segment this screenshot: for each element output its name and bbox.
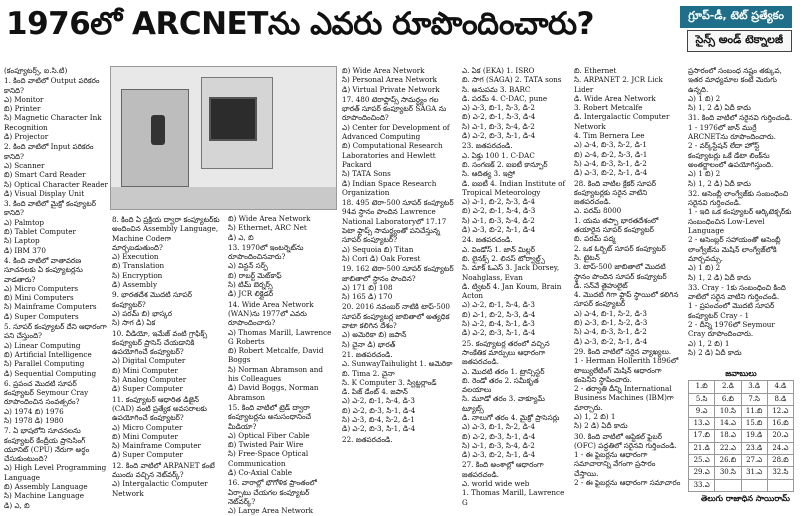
col4-line: సి) 165 డి) 170	[342, 292, 393, 302]
column-5	[462, 66, 568, 506]
col6-line: సి. టైటన్	[574, 252, 600, 262]
answer-cell: 14.ఎ	[715, 418, 741, 430]
col1-line: సి) Mainframe Computers	[4, 302, 97, 312]
col3-line: ఎ) విన్టన్ సర్ఫ్	[228, 261, 268, 271]
col6-line: సి) ఎ-4, బి-3, సి-1, డి-2	[574, 158, 647, 168]
col6-line: సి) 2 డి) ఏదీ కాదు	[574, 421, 628, 431]
col1-line: బి) Assembly Language	[4, 482, 88, 492]
col2-line: బి) Mini Computer	[112, 365, 178, 375]
column-7	[688, 66, 794, 366]
col6-line: 1. యమ తప్పా భారతదేశంలో తయారైన సూపర్ కంప్యూటర్	[574, 215, 659, 235]
col3-line: సి) Free-Space Optical Communication	[228, 449, 309, 468]
answer-cell: 29.ఎ	[689, 467, 715, 479]
col1-line: బి) Smart Card Reader	[4, 170, 86, 180]
col5-line: ఎ. ఏక (EKA) 1. ISRO	[462, 66, 535, 75]
col6-line: 2 - తర్వాతి దీన్ని International Business Machines (IBM)గా మార్చారు.	[574, 384, 674, 412]
col6-line: సి. ARPANET 2. JCR Lick Lider	[574, 75, 663, 94]
col2-line: 9. భారతదేశ మొదటి సూపర్ కంప్యూటర్?	[112, 290, 193, 309]
col3-line: ఎ) Large Area Network	[228, 506, 313, 516]
col7-line: 1 - 1976లో జాన్ ముర్రే ARCNETను రూపొందించారు.	[688, 122, 776, 142]
column-6	[574, 66, 682, 506]
col5-line: సి) ఎ-2, బి-4, సి-1, డి-3	[462, 319, 535, 329]
col2-line: ఎ) Execution	[112, 252, 159, 262]
col4-line: ఎ) 171 బి) 108	[342, 282, 393, 292]
col6-line: 4. మొదటి గిగా ఫ్లాప్ స్థాయిలో కలిగిన సూపర్ కంప్యూటర్	[574, 290, 679, 309]
col5-line: బి. సాగ (SAGA) 2. TATA sons	[462, 75, 562, 85]
column-2	[112, 214, 222, 506]
answer-cell: 11.బి	[741, 405, 767, 417]
answer-cell: 19.డి	[741, 430, 767, 442]
answer-cell: 3.డి	[741, 381, 767, 393]
col5-line: 24. జతపరచండి.	[462, 235, 513, 245]
col4-line: డి) Virtual Private Network	[342, 84, 440, 94]
col5-line: ఎ) ఎ-2, బి-1, సి-4, డి-3	[462, 300, 535, 310]
answer-row	[689, 381, 794, 393]
col3-line: 13. 1970లో ఇంటర్నెట్‌ను రూపొందించినవారు?	[228, 242, 304, 262]
col3-line: బి) Robert Metcalfe, David Boggs	[228, 346, 324, 365]
col7-line: 33. Cray - 1కు సంబంధించి కింది వాటిలో సరైన వాటిని గుర్తించండి.	[688, 282, 786, 302]
col3-line: 15. కింది వాటిలో ట్రెడ్ ద్వారా కంప్యూటర్లను అనుసంధానించే మీడియా?	[228, 402, 312, 431]
col2-line: ఎ) Digital Computer	[112, 356, 186, 366]
col6-line: 2 - ఈ ఫైబర్లను ఆధారంగా సమాచారం	[574, 478, 681, 488]
col2-line: 12. కింది వాటిలో ARPANET కంటే ముందు వచ్చిన నెట్‌వర్క్?	[112, 460, 215, 480]
col4-line: ఎ) Center for Development of Advanced Computing	[342, 122, 450, 142]
col3-line: సి) Ethernet, ARC Net	[228, 223, 307, 233]
col7-line: ఎ) 1 బి) 2	[688, 263, 721, 273]
answer-row	[689, 393, 794, 405]
col6-line: ఎ) 1, 2 బి) 1	[574, 411, 616, 421]
author-credit: తెలుగు రాజాధిన సాయిరామ్‌	[700, 494, 790, 503]
col5-line: 25. కంప్యూటర్ల తరంలో వచ్చిన సాంకేతిక మార్పులు ఆధారంగా జతపరచండి.	[462, 338, 550, 367]
col5-line: సి. మాక్ ఓఎస్ 3. Jack Dorsey, Noahglass, Evan	[462, 263, 560, 282]
col3-line: బి) రాబర్ట్ మెట్‌కాఫ్	[228, 270, 282, 280]
answer-cell	[767, 479, 793, 491]
col6-line: ఎ. పరమ్ 8000	[574, 206, 622, 216]
col5-line: సి. మూడో తరం 3. వాక్యూమ్ ట్యూబ్స్	[462, 394, 545, 413]
col6-line: బి. Ethernet	[574, 66, 617, 75]
col1-line: డి) IBM 370	[4, 245, 46, 255]
col7-line: 2 - దీన్ని 1976లో Seymour Cray రూపొందించారు.	[688, 320, 775, 339]
answer-cell: 26.బి	[715, 455, 741, 467]
col1-line: సి) Magnetic Character Ink Recognition	[4, 113, 102, 132]
col1-line: డి) Projector	[4, 132, 49, 142]
col6-line: 1 - ఈ ఫైబర్లను ఆధారంగా సమాచారాన్ని వేగంగా ప్రసారం చేస్తాయి.	[574, 450, 656, 478]
col6-line: డి. Wide Area Network	[574, 93, 656, 103]
col5-line: బి. లైనక్స్ 2. లినస్ టోర్వాల్డ్స్	[462, 253, 545, 263]
col5-line: ఎ) ఎ-3, బి-1, సి-2, డి-4	[462, 422, 535, 432]
subject-tag: సైన్స్ అండ్ టెక్నాలజీ	[687, 30, 792, 52]
answer-cell: 23.డి	[741, 442, 767, 454]
col6-line: డి) ఎ-3, బి-2, సి-1, డి-4	[574, 336, 648, 346]
col7-line: 2 - అసెంబ్లర్ సహాయంతో అసెంబ్లీ లాంగ్వేజ్‌ను మెషిన్ లాంగ్వేజ్‌లోకి మార్చవచ్చు.	[688, 235, 781, 263]
col6-line: 3. Robert Metcalfe	[574, 103, 643, 113]
col7-line: సి) 1, 2 డి) ఏదీ కాదు	[688, 178, 751, 188]
col7-line: 1 - ఇది ఒక కంప్యూటర్ ఆర్కిటెక్చర్‌కు సంబంధించిన Low-Level Language	[688, 207, 792, 236]
col5-line: ఎ) ఎ-1, బి-2, సి-3, డి-4	[462, 197, 535, 207]
section-tag: గ్రూప్-డీ, టెట్ ప్రత్యేకం	[680, 6, 792, 28]
header	[0, 0, 800, 62]
answer-row	[689, 479, 794, 491]
answer-cell: 21.డి	[689, 442, 715, 454]
col1-line: 4. కింది వాటిలో వాతావరణ సూచనలకు ఏ కంప్యూటర్లను వాడతారు?	[4, 255, 83, 284]
col4-line: 21. జతపరచండి.	[342, 349, 393, 359]
col4-line: సి) ఎ-3, బి-4, సి-2, డి-1	[342, 414, 415, 424]
answer-cell: 15.బి	[741, 418, 767, 430]
col6-line: డి. సన్‌వే తైహులైట్	[574, 280, 628, 290]
col3-line: 16. వారాల్లో భౌగోళిక ప్రాంతంలో ఏర్పాటు చేయగల కంప్యూటర్ నెట్‌వర్క్?	[228, 478, 317, 506]
col2-line: డి) Assembly	[112, 280, 158, 290]
col6-line: సి) ఎ-4, బి-3, సి-1, డి-2	[574, 327, 647, 337]
col1-line: డి) Super Computers	[4, 311, 79, 321]
answer-cell: 33.ఎ	[689, 479, 715, 491]
col5-line: డి) ఎ-2, బి-3, సి-1, డి-4	[462, 131, 536, 141]
col7-line: 1 - ప్రపంచంలో మొదటి సూపర్ కంప్యూటర్ Cray - 1	[688, 301, 775, 320]
col3-line: ఎ) Optical Fiber Cable	[228, 430, 310, 440]
answer-cell: 31.ఎ	[741, 467, 767, 479]
col5-line: బి) ఎ-2, బి-1, సి-3, డి-4	[462, 112, 536, 122]
col6-line: 28. కింది వాటిల క్రేకర్ సూపర్ కంప్యూటర్లకు సరైన వాటిని జతపరచండి.	[574, 178, 656, 207]
answer-cell: 22.ఎ	[715, 442, 741, 454]
answer-row	[689, 442, 794, 454]
answer-row	[689, 430, 794, 442]
col1-line: 6. ప్రపంచ మొదటి సూపర్ కంప్యూటర్ Seymour Cray రూపొందించిన సంవత్సరం?	[4, 378, 89, 407]
col5-line: ఎ. మొదటి తరం 1. ట్రాన్సిస్టర్	[462, 366, 545, 376]
col2-line: బి) Mini Computer	[112, 431, 178, 441]
col7-line: సి) 1, 2 డి) ఏదీ కాదు	[688, 103, 751, 113]
answer-row	[689, 467, 794, 479]
col5-line: డి) ఎ-3, బి-2, సి-1, డి-4	[462, 450, 536, 460]
col1-line: డి) Sequential Computing	[4, 368, 97, 378]
answer-cell: 6.బి	[715, 393, 741, 405]
col3-line: ఎ) Thomas Marill, Lawrence G Roberts	[228, 327, 332, 346]
col6-line: బి) ఎ-4, బి-2, సి-3, డి-1	[574, 149, 648, 159]
col5-line: 1. Thomas Marill, Lawrence G	[462, 488, 565, 507]
answer-cell	[715, 479, 741, 491]
col6-line: 2. ఒక ఓర్బిట్ సూపర్ కంప్యూటర్	[574, 243, 666, 253]
col1-line: ఎ) 1974 బి) 1976	[4, 406, 64, 416]
column-3	[228, 214, 335, 516]
answer-cell: 16.బి	[767, 418, 793, 430]
col6-line: డి. Intergalactic Computer Network	[574, 112, 670, 131]
column-4	[342, 66, 456, 506]
col1-line: బి) Mini Computers	[4, 293, 74, 303]
col7-line: ఎ) 1 బి) 2	[688, 93, 721, 103]
col5-line: సి. ఆదిత్య 3. ఇస్రో	[462, 169, 515, 179]
answer-cell: 32.సి	[767, 467, 793, 479]
col4-line: సి) Cori డి) Oak Forest	[342, 253, 421, 263]
col2-line: 8. కింది ఏ ప్రక్రియ ద్వారా కంప్యూటర్‌కు అందించిన Assembly Language, Machine Codeగా మార్చబడుతుంది?	[112, 215, 220, 252]
col3-line: సి) Norman Abramson and his Colleagues	[228, 364, 323, 384]
col1-line: సి) Machine Language	[4, 491, 84, 501]
answer-cell: 24.ఎ	[767, 442, 793, 454]
col4-line: 20. 2016 నవంబర్ నాటికి టాప్-500 సూపర్ కంప్యూటర్ల జాబితాలో అత్యధిక వాటా కలిగిన దేశం?	[342, 302, 450, 331]
answer-cell: 4.డి	[767, 381, 793, 393]
col7-line: 31. కింది వాటిలో సరైనవి గుర్తించండి.	[688, 113, 793, 123]
col4-line: 18. 495 టెరా-500 సూపర్ కంప్యూటర్ 94వ స్థానం పొందిన Lawrence National Laboratoryలో 17.17 పెటా ఫ్లాప్స్ సామర్థ్యంతో పనిచేస్తున్న సూపర్ కంప్యూటర్?	[342, 198, 454, 245]
columns	[4, 66, 796, 516]
col3-line: డి) David Boggs, Norman Abramson	[228, 383, 319, 402]
col1-line: ఎ) Monitor	[4, 94, 44, 104]
col4-line: సి. K Computer 3. స్విట్జర్లాండ్	[342, 377, 437, 387]
col7-line: సి) 2 డి) ఏదీ కాదు	[688, 347, 742, 357]
col5-line: సి) ఎ-1, బి-3, సి-4, డి-2	[462, 440, 535, 450]
col5-line: బి) ఎ-2, బి-3, సి-1, డి-4	[462, 431, 536, 441]
col4-line: 22. జతపరచండి.	[342, 434, 393, 444]
answer-cell: 9.ఎ	[689, 405, 715, 417]
col2-line: సి) Analog Computer	[112, 375, 187, 385]
col1-line: ఎ) High Level Programming Language	[4, 463, 107, 482]
col5-line: డి) ఎ-2, బి-3, సి-1, డి-4	[462, 328, 536, 338]
answer-cell: 27.ఎ	[741, 455, 767, 467]
col4-line: డి) ఎ-2, బి-3, సి-1, డి-4	[342, 424, 416, 434]
answer-cell: 7.సి	[741, 393, 767, 405]
col2-line: ఎ) పరమ్ బి) భాస్కర	[112, 308, 173, 318]
col6-line: ఎ) ఎ-4, బి-3, సి-2, డి-1	[574, 140, 647, 150]
col1-line: 5. సూపర్ కంప్యూటర్ దేని ఆధారంగా పని చేస్తుంది?	[4, 322, 107, 341]
col4-line: 17. 480 టెరాఫ్లాప్స్ సామర్థ్యం గల భారత్ సూపర్ కంప్యూటర్ SAGA ను రూపొందించింది?	[342, 94, 447, 123]
col5-line: సి) ఎ-1, బి-3, సి-4, డి-2	[462, 215, 535, 225]
col5-line: ఎ. విండోస్ 1. జాన్ మిల్లర్	[462, 244, 536, 254]
col4-line: 19. 162 టెరా-500 సూపర్ కంప్యూటర్ జాబితాలో స్థానం పొందిన?	[342, 264, 454, 283]
col4-line: డి. పిజ్ డేంట్ 4. జపాన్	[342, 387, 408, 397]
col5-line: ఎ. ఏక్తు 100 1. C-DAC	[462, 150, 535, 160]
col4-line: ఎ) ఎ-2, బి-1, సి-4, డి-3	[342, 396, 415, 406]
col6-line: బి) ఎ-3, బి-1, సి-2, డి-3	[574, 318, 648, 328]
col5-line: డి. ఐఐటీ 4. Indian Institute of Tropical Meteorology	[462, 178, 566, 197]
col3-line: సి) టిమ్ బెర్నర్స్	[228, 280, 273, 290]
answer-cell: 30.సి	[715, 467, 741, 479]
col5-line: సి. అనుపమ 3. BARC	[462, 84, 531, 94]
col4-line: బి) Wide Area Network	[342, 66, 425, 75]
answer-table	[688, 380, 794, 492]
col5-line: డి) ఎ-3, బి-2, సి-1, డి-4	[462, 225, 536, 235]
col2-line: ఎ) Micro Computer	[112, 422, 183, 432]
col7-line: ఎ) 1, 2 బి) 1	[688, 338, 730, 348]
col4-line: ఎ. SunwayTaihulight 1. అమెరికా	[342, 359, 453, 369]
col1-line: బి) Artificial Intelligence	[4, 349, 92, 359]
col6-line: 30. కింది వాటిలో ఆప్టికల్ ఫైబర్ (OFC) పద్ధతిలో సరైనవి గుర్తించండి.	[574, 431, 677, 450]
answer-cell: 2.డి	[715, 381, 741, 393]
col6-line: 29. కింది వాటిలో సరైన వ్యాఖ్యలు.	[574, 346, 672, 356]
col5-line: డి. పరమ్ 4. C-DAC, pune	[462, 93, 548, 103]
answer-cell: 18.ఎ	[715, 430, 741, 442]
col1-line: డి) ఎ, బి	[4, 500, 30, 510]
answer-cell: 25.ఎ	[689, 455, 715, 467]
col7-line: 2 - వర్క్‌స్టేషన్ లేదా హోస్ట్ కంప్యూటర్లు ఒకే డేటా లింక్‌ను అంతర్జాలంలో ఉపయోగిస్తుంది.	[688, 141, 774, 169]
answer-cell: 20.ఎ	[767, 430, 793, 442]
col4-line: సి) TATA Sons	[342, 169, 391, 179]
col5-line: డి. నాలుగో తరం 4. మైక్రో ప్రాసెసర్లు	[462, 412, 560, 422]
answer-cell: 1.బి	[689, 381, 715, 393]
col1-line: సి) 1978 డి) 1980	[4, 415, 64, 425]
answer-cell: 17.బి	[689, 430, 715, 442]
col2-line: సి) Mainframe Computer	[112, 441, 201, 451]
col1-line: సి) Laptop	[4, 236, 40, 246]
headline: 1976లో ARCNETను ఎవరు రూపొందించారు?	[6, 6, 595, 42]
col3-line: డి) ఎ, బి	[228, 232, 254, 242]
col1-line: సి) Optical Character Reader	[4, 179, 108, 189]
col5-line: 27. కింది అంశాల్లో ఆధారంగా జతపరచండి.	[462, 460, 544, 479]
col7-line: ప్రసారంలో సంబంధ నష్టం తక్కువ, ఇతర మాధ్యమాల కంటే మెరుగు ఉన్నది.	[688, 66, 782, 94]
col4-line: డి) Indian Space Research Organization	[342, 178, 437, 197]
col2-line: డి) Super Computer	[112, 384, 183, 394]
col5-line: డి. ట్విటర్ 4. Jan Koum, Brain Acton	[462, 281, 562, 301]
answer-box	[688, 366, 794, 496]
col1-line: బి) Printer	[4, 104, 41, 114]
col1-line: 2. కింది వాటిలో Input పరికరం కానిది?	[4, 142, 94, 161]
col6-line: 4. Tim Bernera Lee	[574, 131, 645, 141]
answer-cell: 13.ఎ	[689, 418, 715, 430]
col6-line: బి. పరమ్ పద్మ	[574, 234, 616, 244]
col1-line: ఎ) Linear Computing	[4, 340, 81, 350]
col3-line: డి) JCR లిక్లైడర్	[228, 289, 274, 299]
col1-line: డి) Visual Display Unit	[4, 188, 85, 198]
col1-line: 3. కింది వాటిలో మైక్రో కంప్యూటర్ కానిది?	[4, 199, 97, 218]
col7-line: ఎ) 1 బి) 2	[688, 169, 721, 179]
col7-line: సి) 1, 2 డి) ఏదీ కాదు	[688, 272, 751, 282]
col1-line: బి) Tablet Computer	[4, 227, 76, 237]
col2-line: ఎ) Intergalactic Computer Network	[112, 479, 208, 498]
col5-line: ఎ. world wide web	[462, 479, 530, 489]
answer-cell: 10.సి	[715, 405, 741, 417]
col1-line: (కంప్యూటర్స్, ఐ.సి.టి)	[4, 66, 68, 75]
col5-line: బి) ఎ-2, బి-1, సి-4, డి-3	[462, 206, 536, 216]
col4-line: ఎ) Sequoia బి) Titan	[342, 244, 414, 254]
answer-row	[689, 455, 794, 467]
answer-title: జవాబులు	[725, 369, 757, 378]
col4-line: బి. Tima 2. చైనా	[342, 368, 395, 378]
answer-row	[689, 405, 794, 417]
col5-line: బి. రెండో తరం 2. సమీకృత వలయాలు	[462, 375, 539, 395]
col7-line: 32. అసెంబ్లీ లాంగ్వేజ్‌కు సంబంధించి సరైనవి గుర్తించండి.	[688, 188, 789, 208]
answer-cell	[741, 479, 767, 491]
col3-line: 14. Wide Area Network (WAN)ను 1977లో ఎవరు రూపొందించారు?	[228, 299, 314, 328]
col2-line: డి) Super Computer	[112, 450, 183, 460]
col2-line: బి) Translation	[112, 261, 165, 271]
col1-line: ఎ) Palmtop	[4, 217, 44, 227]
col6-line: ఎ) ఎ-4, బి-1, సి-2, డి-3	[574, 308, 647, 318]
col1-line: 7. ఏ భాషలోని సూచనలను కంప్యూటర్ కేంద్రీయ ప్రాసెసింగ్ యూనిట్ (CPU) నేరుగా అర్థం చేసుకుంటుంది?	[4, 426, 90, 464]
col1-line: 1. కింది వాటిలో Output పరికరం కానిది?	[4, 76, 100, 95]
col2-line: సి) సాగ డి) ఏక	[112, 318, 156, 328]
answer-cell: 5.సి	[689, 393, 715, 405]
col6-line: 3. టాప్-500 జాబితాలో మొదటి స్థానం పొందిన సూపర్ కంప్యూటర్	[574, 262, 667, 281]
col5-line: బి. సంగణక్ 2. ఐఐటీ కాన్పూర్	[462, 159, 548, 169]
col1-line: ఎ) Micro Computers	[4, 283, 79, 293]
col6-line: డి) ఎ-3, బి-2, సి-1, డి-4	[574, 168, 648, 178]
col4-line: బి) ఎ-2, బి-3, సి-1, డి-4	[342, 405, 416, 415]
col2-line: 11. కంప్యూటర్ ఆధారిత డిజైన్ (CAD) వంటి ప్రత్యేక అవసరాలకు ఉపయోగించే కంప్యూటర్?	[112, 394, 207, 423]
col3-line: బి) Twisted Pair Wire	[228, 440, 304, 450]
column-1	[4, 66, 108, 510]
answer-cell: 28.బి	[767, 455, 793, 467]
col2-line: సి) Encryption	[112, 270, 163, 280]
col3-line: బి) Wide Area Network	[228, 214, 311, 223]
col5-line: బి) ఎ-1, బి-2, సి-3, డి-4	[462, 309, 536, 319]
col4-line: సి) చైనా డి) భారత్	[342, 339, 396, 349]
col6-line: 1 - Herman Hollerith 1896లో టాబ్యులేటింగ్ మెషిన్ ఆధారంగా కంపెనీని స్థాపించారు.	[574, 356, 679, 384]
col4-line: ఎ) అమెరికా బి) జపాన్	[342, 330, 407, 340]
col1-line: సి) Parallel Computing	[4, 359, 85, 369]
col5-line: సి) ఎ-1, బి-3, సి-4, డి-2	[462, 121, 535, 131]
col2-line: 10. వీడియో, ఇమేజ్ వంటి గ్రాఫిక్స్ కంప్యూటర్ ప్రాసెస్ చేయడానికి ఉపయోగించే కంప్యూటర్?	[112, 328, 208, 357]
col5-line: ఎ) ఎ-3, బి-1, సి-3, డి-2	[462, 103, 535, 113]
col4-line: సి) Personal Area Network	[342, 75, 438, 85]
answer-cell: 8.డి	[767, 393, 793, 405]
answer-row	[689, 418, 794, 430]
col3-line: డి) Co-Axial Cable	[228, 468, 293, 478]
answer-cell: 12.ఎ	[767, 405, 793, 417]
col1-line: ఎ) Scanner	[4, 160, 45, 170]
col4-line: బి) Computational Research Laboratories and Hewlett Packard	[342, 141, 443, 169]
col5-line: 23. జతపరచండి.	[462, 141, 513, 151]
